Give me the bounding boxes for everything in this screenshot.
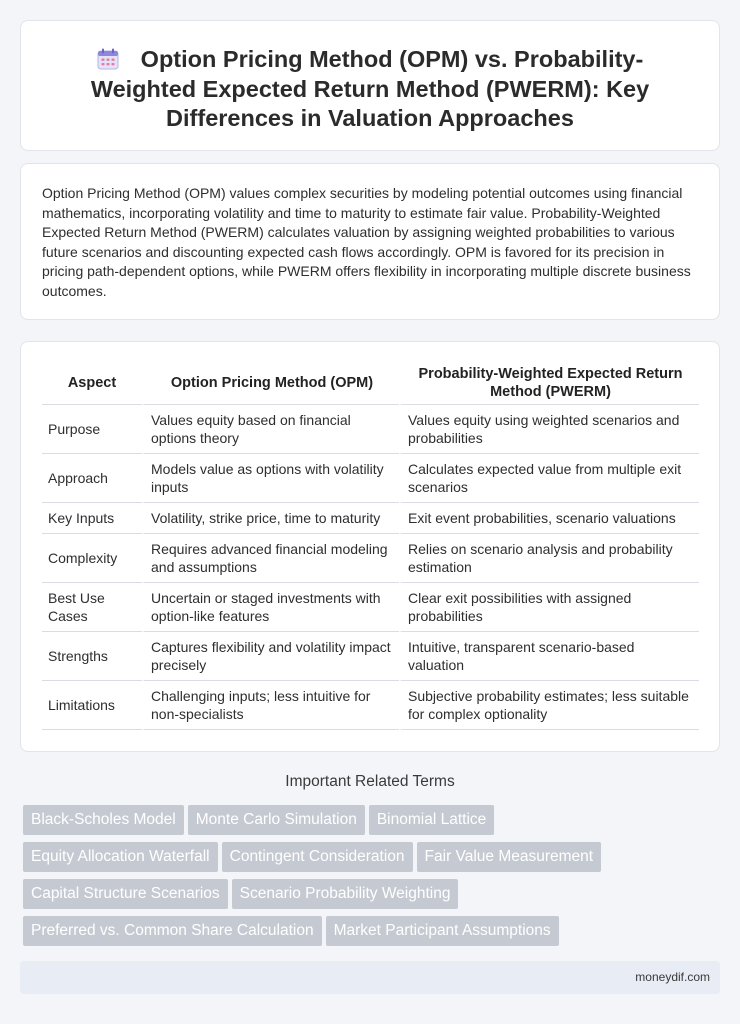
- row-aspect: Best Use Cases: [42, 583, 142, 632]
- comparison-card: [20, 341, 720, 752]
- row-pwerm: Subjective probability estimates; less suitable for complex optionality: [399, 681, 699, 730]
- tag-equity-allocation-waterfall[interactable]: Equity Allocation Waterfall: [23, 842, 218, 872]
- row-opm: Values equity based on financial options theory: [142, 405, 399, 454]
- table-header-row: [42, 362, 699, 405]
- tag-fair-value-measurement[interactable]: Fair Value Measurement: [417, 842, 602, 872]
- tag-row: [23, 842, 723, 879]
- row-opm: Volatility, strike price, time to maturity: [142, 503, 399, 534]
- table-row: [42, 503, 699, 534]
- row-pwerm: Calculates expected value from multiple exit scenarios: [399, 454, 699, 503]
- header-pwerm: Probability-Weighted Expected Return Method (PWERM): [399, 362, 699, 405]
- row-pwerm: Exit event probabilities, scenario valuations: [399, 503, 699, 534]
- intro-card: [20, 163, 720, 320]
- related-terms-list: [23, 805, 723, 953]
- row-aspect: Limitations: [42, 681, 142, 730]
- related-terms-heading: Important Related Terms: [285, 773, 455, 790]
- page-title-text: Option Pricing Method (OPM) vs. Probability-Weighted Expected Return Method (PWERM): Key Differences in Valuation Approaches: [90, 46, 650, 131]
- row-pwerm: Values equity using weighted scenarios and probabilities: [399, 405, 699, 454]
- row-aspect: Key Inputs: [42, 503, 142, 534]
- page-title: [45, 45, 695, 134]
- row-pwerm: Relies on scenario analysis and probability estimation: [399, 534, 699, 583]
- row-opm: Challenging inputs; less intuitive for non-specialists: [142, 681, 399, 730]
- tag-preferred-vs-common-share-calculation[interactable]: Preferred vs. Common Share Calculation: [23, 916, 322, 946]
- table-row: [42, 534, 699, 583]
- tag-scenario-probability-weighting[interactable]: Scenario Probability Weighting: [232, 879, 459, 909]
- table-row: [42, 583, 699, 632]
- calendar-icon: [97, 48, 119, 70]
- row-opm: Models value as options with volatility inputs: [142, 454, 399, 503]
- tag-row: [23, 805, 723, 842]
- row-aspect: Approach: [42, 454, 142, 503]
- header-opm: Option Pricing Method (OPM): [142, 362, 399, 405]
- row-aspect: Purpose: [42, 405, 142, 454]
- row-aspect: Strengths: [42, 632, 142, 681]
- tag-row: [23, 916, 723, 953]
- table-row: [42, 632, 699, 681]
- footer-site[interactable]: moneydif.com: [635, 970, 710, 984]
- title-card: [20, 20, 720, 151]
- table-row: [42, 454, 699, 503]
- tag-row: [23, 879, 723, 916]
- row-opm: Requires advanced financial modeling and assumptions: [142, 534, 399, 583]
- row-pwerm: Intuitive, transparent scenario-based valuation: [399, 632, 699, 681]
- row-opm: Uncertain or staged investments with option-like features: [142, 583, 399, 632]
- tag-market-participant-assumptions[interactable]: Market Participant Assumptions: [326, 916, 559, 946]
- tag-black-scholes-model[interactable]: Black-Scholes Model: [23, 805, 184, 835]
- row-pwerm: Clear exit possibilities with assigned probabilities: [399, 583, 699, 632]
- row-aspect: Complexity: [42, 534, 142, 583]
- tag-contingent-consideration[interactable]: Contingent Consideration: [222, 842, 413, 872]
- row-opm: Captures flexibility and volatility impact precisely: [142, 632, 399, 681]
- comparison-table: [42, 362, 699, 730]
- footer: [20, 961, 720, 994]
- intro-paragraph: Option Pricing Method (OPM) values complex securities by modeling potential outcomes using financial mathematics, incorporating volatility and time to maturity to estimate fair value. Probability-Weighted Expected Return Method (PWERM) calculates valuation by assigning weighted probabilities to various future scenarios and discounting expected cash flows accordingly. OPM is favored for its precision in pricing path-dependent options, while PWERM offers flexibility in incorporating multiple discrete business outcomes.: [42, 185, 691, 299]
- tag-monte-carlo-simulation[interactable]: Monte Carlo Simulation: [188, 805, 365, 835]
- tag-binomial-lattice[interactable]: Binomial Lattice: [369, 805, 494, 835]
- tag-capital-structure-scenarios[interactable]: Capital Structure Scenarios: [23, 879, 228, 909]
- table-row: [42, 405, 699, 454]
- header-aspect: Aspect: [42, 362, 142, 405]
- table-row: [42, 681, 699, 730]
